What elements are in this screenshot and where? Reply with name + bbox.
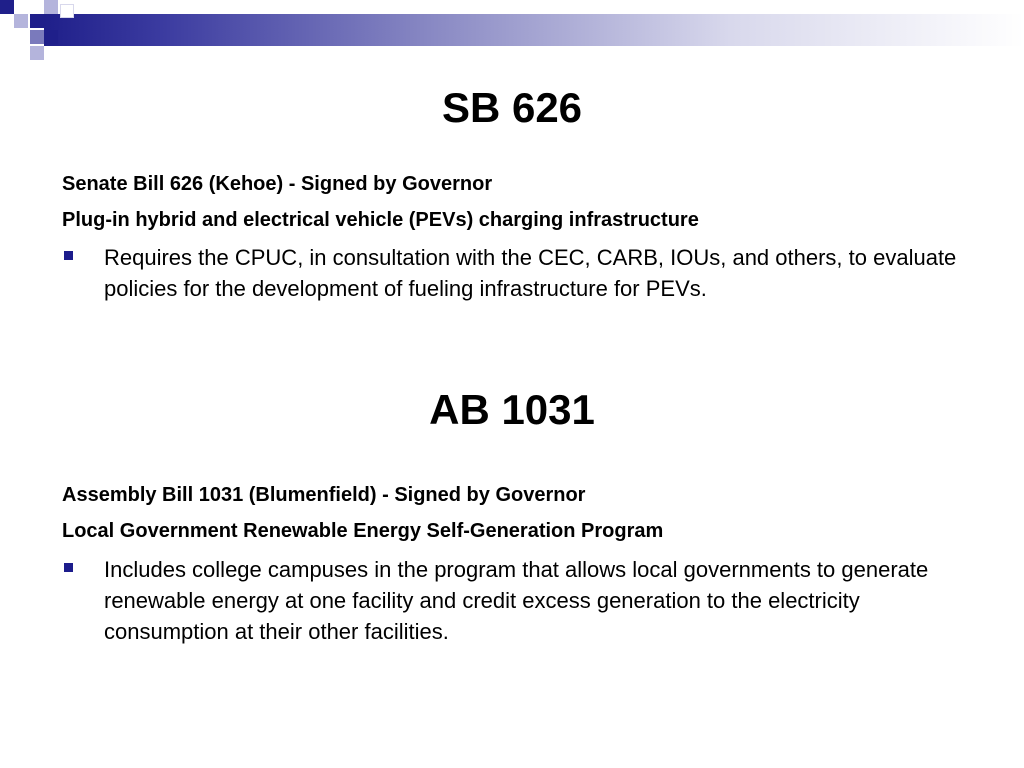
bullet-item-ab1031 (62, 554, 962, 647)
decor-square (30, 14, 44, 28)
bill-subject-sb626: Plug-in hybrid and electrical vehicle (PEVs) charging infrastructure (62, 209, 699, 231)
header-gradient-band (44, 14, 1024, 46)
decor-square (30, 30, 44, 44)
square-bullet-icon (64, 563, 73, 572)
decor-square (44, 0, 58, 14)
slide-title-sb626: SB 626 (441, 84, 583, 131)
bullet-text-sb626: Requires the CPUC, in consultation with the CEC, CARB, IOUs, and others, to evaluate policies for the development of fueling infrastructure for PEVs. (104, 245, 957, 301)
bill-heading-ab1031: Assembly Bill 1031 (Blumenfield) - Signed by Governor (62, 484, 586, 506)
decor-square (30, 46, 44, 60)
bill-subject-ab1031: Local Government Renewable Energy Self-Generation Program (62, 520, 664, 542)
slide-title-ab1031: AB 1031 (429, 386, 595, 433)
decor-square (14, 14, 28, 28)
bullet-item-sb626 (62, 242, 962, 304)
decor-square (44, 30, 58, 44)
decor-square (14, 30, 28, 44)
decor-square (60, 4, 74, 18)
square-bullet-icon (64, 251, 73, 260)
bill-heading-sb626: Senate Bill 626 (Kehoe) - Signed by Governor (62, 173, 493, 195)
decor-square (0, 0, 14, 14)
bullet-text-ab1031: Includes college campuses in the program that allows local governments to generate renewable energy at one facility and credit excess generation to the electricity consumption at their other facilities. (104, 557, 929, 644)
header-decoration (0, 0, 1024, 64)
